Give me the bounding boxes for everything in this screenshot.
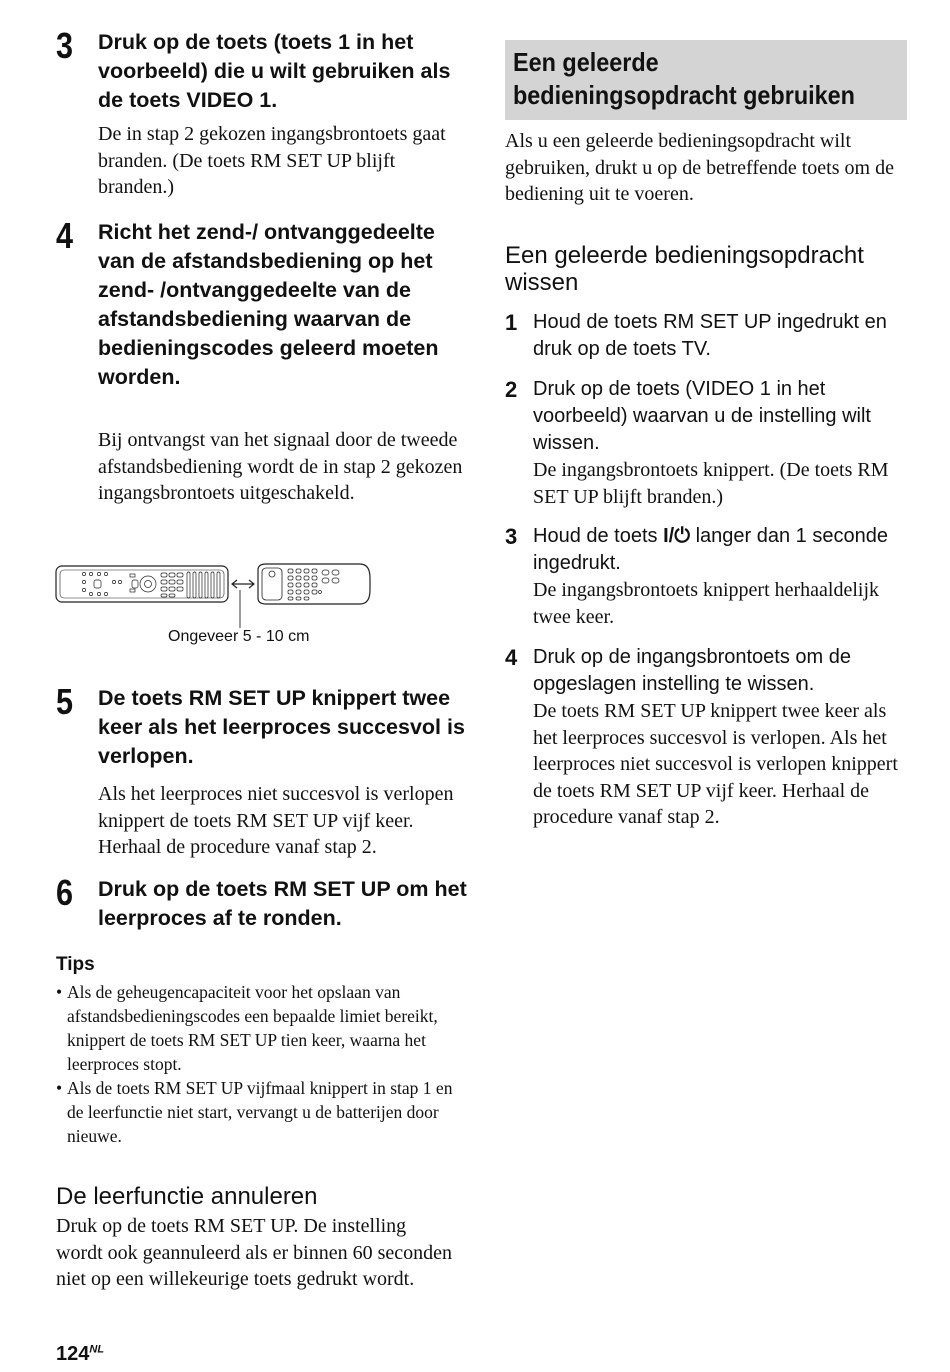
step-heading: Richt het zend-/ ontvanggedeelte van de afstandsbediening op het zend- /ontvanggedeelte van de afstandsbediening waarvan de bedieningscodes geleerd moeten worden. (98, 220, 439, 389)
cancel-heading: De leerfunctie annuleren (56, 1183, 318, 1210)
step-heading: Druk op de toets RM SET UP om het leerproces af te ronden. (98, 877, 467, 930)
step-number: 4 (56, 215, 74, 256)
page-number-value: 124 (56, 1343, 90, 1365)
tips-title: Tips (56, 954, 95, 975)
step-body: De in stap 2 gekozen ingangsbrontoets gaat branden. (De toets RM SET UP blijft branden.) (98, 123, 446, 198)
section-banner (505, 40, 907, 120)
step-number: 4 (505, 645, 518, 670)
step-heading: De toets RM SET UP knippert twee keer als het leerproces succesvol is verlopen. (98, 686, 465, 768)
step-body: De ingangsbrontoets knippert herhaaldelijk twee keer. (533, 579, 880, 628)
step-heading: Druk op de ingangsbrontoets om de opgeslagen instelling te wissen. (533, 646, 851, 695)
intro-text: Als u een geleerde bedieningsopdracht wilt gebruiken, drukt u op de betreffende toets om de bediening uit te voeren. (505, 130, 894, 205)
tip-item: • Als de toets RM SET UP vijfmaal knippert in stap 1 en de leerfunctie niet start, vervangt u de batterijen door nieuwe. (56, 1076, 461, 1148)
step-number: 1 (505, 310, 518, 335)
erase-heading: Een geleerde bedieningsopdracht wissen (505, 242, 864, 296)
banner-title-line-1: Een geleerde (513, 47, 659, 77)
step-number: 6 (56, 872, 74, 913)
step-body: De ingangsbrontoets knippert. (De toets RM SET UP blijft branden.) (533, 459, 889, 508)
step-heading-post: langer dan 1 seconde ingedrukt. (533, 525, 888, 574)
figure-caption: Ongeveer 5 - 10 cm (168, 628, 310, 645)
step-body: Als het leerproces niet succesvol is verlopen knippert de toets RM SET UP vijf keer. Herhaal de procedure vanaf stap 2. (98, 783, 454, 858)
step-number: 3 (56, 25, 74, 66)
banner-title-line-2: bedieningsopdracht gebruiken (513, 80, 855, 110)
step-heading: Druk op de toets (toets 1 in het voorbeeld) die u wilt gebruiken als de toets VIDEO 1. (98, 30, 451, 112)
remote-left-icon (56, 566, 228, 602)
cancel-body: Druk op de toets RM SET UP. De instelling wordt ook geannuleerd als er binnen 60 seconden niet op een willekeurige toets gedrukt wordt. (56, 1215, 452, 1290)
step-body: Bij ontvangst van het signaal door de tweede afstandsbediening wordt de in stap 2 gekozen ingangsbrontoets uitgeschakeld. (98, 429, 463, 504)
power-standby-icon: I/⏻ (663, 525, 691, 547)
banner-title (513, 46, 864, 112)
page-number-suffix: NL (89, 1343, 105, 1356)
step-number: 2 (505, 377, 518, 402)
step-heading (533, 523, 907, 577)
remote-right-icon (258, 564, 370, 604)
page-number (56, 1343, 104, 1366)
distance-arrow-icon (232, 580, 254, 628)
tips-list (56, 980, 461, 1148)
step-number: 3 (505, 524, 518, 549)
step-number: 5 (56, 681, 74, 722)
step-heading: Houd de toets RM SET UP ingedrukt en druk op de toets TV. (533, 311, 887, 360)
step-heading: Druk op de toets (VIDEO 1 in het voorbeeld) waarvan u de instelling wilt wissen. (533, 378, 871, 454)
step-heading-pre: Houd de toets (533, 525, 664, 547)
step-body: De toets RM SET UP knippert twee keer als het leerproces succesvol is verlopen. Als het leerproces niet succesvol is verlopen knippert de toets RM SET UP vijf keer. Herhaal de procedure vanaf stap 2. (533, 700, 898, 828)
tip-item: • Als de geheugencapaciteit voor het opslaan van afstandsbedieningscodes een bepaalde limiet bereikt, knippert de toets RM SET UP tien keer, waarna het leerproces stopt. (56, 980, 461, 1076)
